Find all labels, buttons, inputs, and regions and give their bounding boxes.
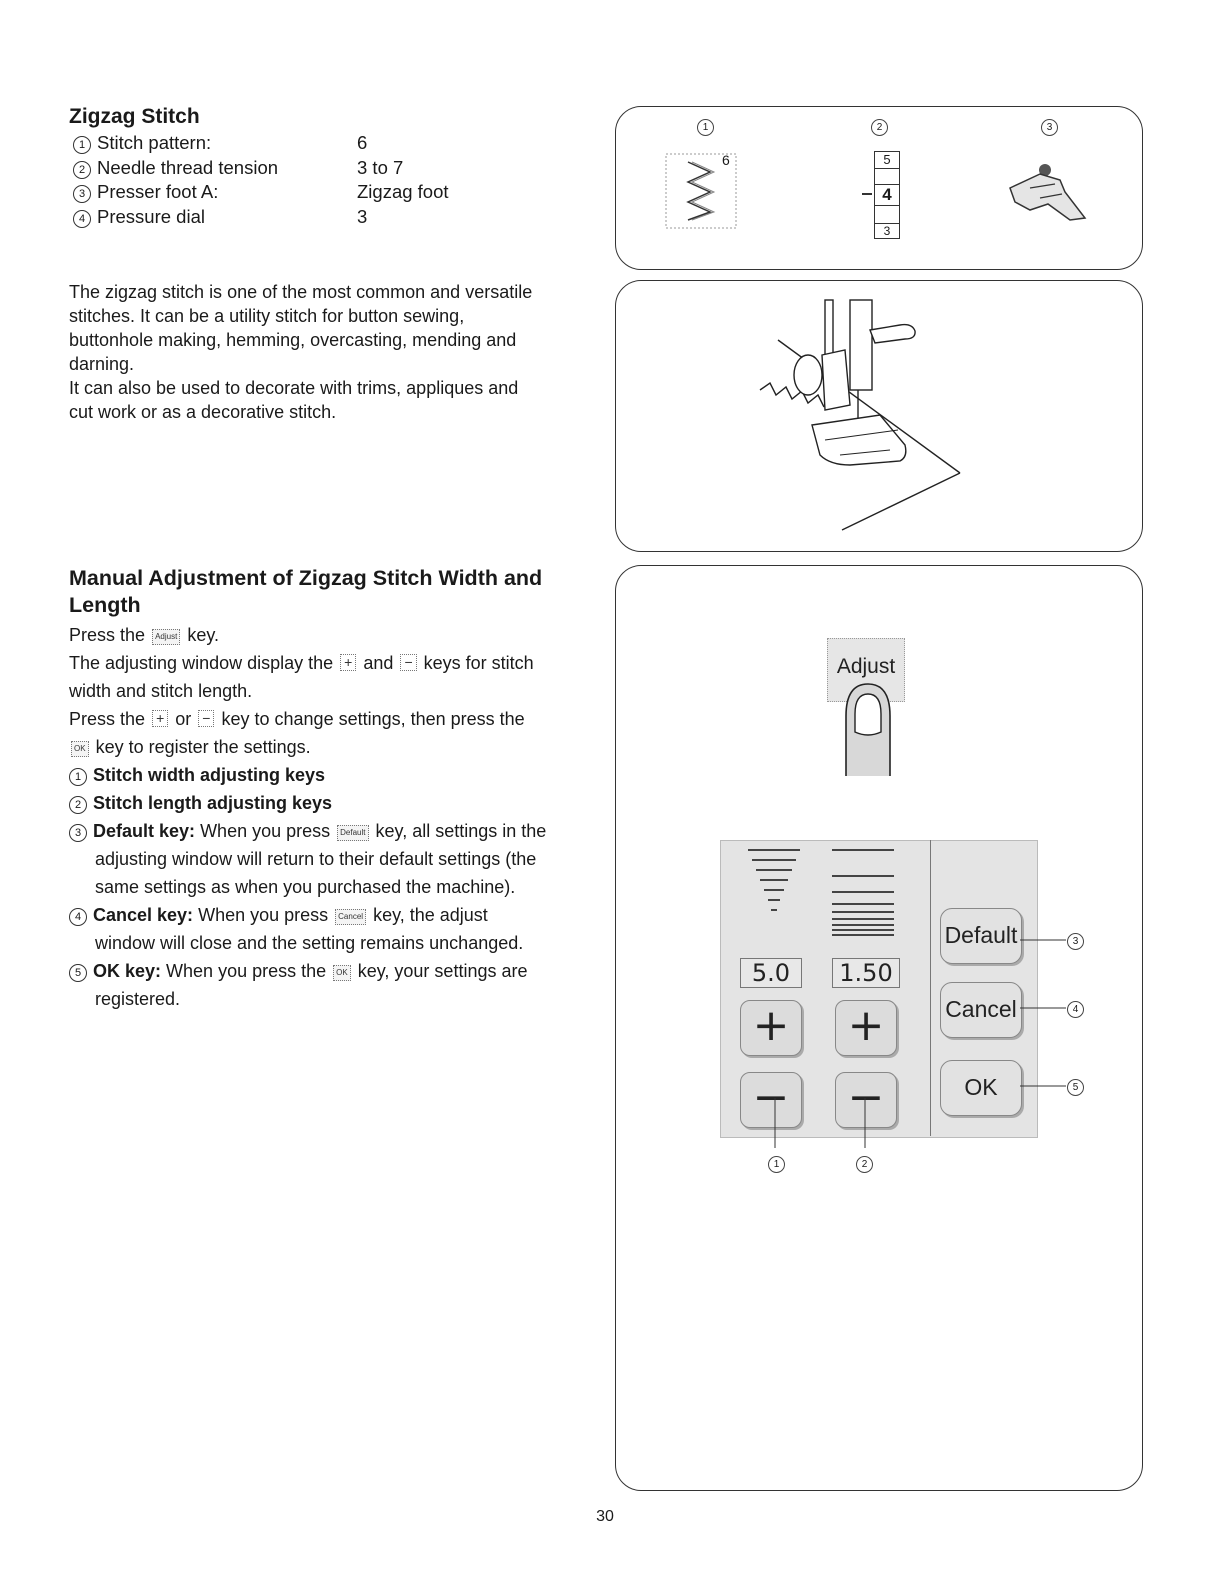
section-title-manual-adjustment: Manual Adjustment of Zigzag Stitch Width and Length xyxy=(69,566,543,617)
width-value-display: 5.0 xyxy=(740,958,802,988)
zigzag-description: The zigzag stitch is one of the most common and versatile stitches. It can be a utility stitch for button sewing, buttonhole making, hemming, overcasting, mending and darning. It can also be used to decorate with trims, appliques and cut work or as a decorative stitch. xyxy=(69,282,533,422)
list-item-continuation: registered. xyxy=(95,989,181,1009)
callout-ok: 5 xyxy=(1067,1078,1084,1096)
callout-width: 1 xyxy=(768,1155,785,1173)
callout-length: 2 xyxy=(856,1155,873,1173)
width-plus-button[interactable]: + xyxy=(740,1000,802,1056)
callout-cancel: 4 xyxy=(1067,1000,1084,1018)
spec-values xyxy=(357,131,449,229)
ok-key-icon: OK xyxy=(333,965,351,981)
instruction-line: Press the + or − key to change settings, then press the xyxy=(69,709,525,729)
spec-row: 4 Pressure dial xyxy=(73,205,278,230)
sewing-machine-foot-illustration xyxy=(730,295,990,540)
length-value-display: 1.50 xyxy=(832,958,900,988)
tension-dial-icon: 5 4 3 xyxy=(874,151,900,239)
ok-key-icon: OK xyxy=(71,741,89,757)
list-item-continuation: adjusting window will return to their default settings (the xyxy=(95,849,537,869)
spec-row: 1 Stitch pattern: xyxy=(73,131,278,156)
page-number: 30 xyxy=(596,1508,614,1525)
minus-key-icon: − xyxy=(198,710,214,727)
list-item-cancel-key: 4 Cancel key: When you press Cancel key, the adjust xyxy=(69,901,488,929)
spec-list xyxy=(73,131,278,229)
list-item-ok-key: 5 OK key: When you press the OK key, your settings are xyxy=(69,957,527,985)
spec-row: 3 Presser foot A: xyxy=(73,180,278,205)
adjust-key[interactable]: Adjust xyxy=(827,638,905,702)
pattern-number: 6 xyxy=(722,152,730,168)
instruction-line: Press the Adjust key. xyxy=(69,625,219,645)
minus-key-icon: − xyxy=(400,654,416,671)
figure-callout: 3 xyxy=(1041,118,1058,136)
length-plus-button[interactable]: + xyxy=(835,1000,897,1056)
length-minus-button[interactable]: − xyxy=(835,1072,897,1128)
figure-callout: 1 xyxy=(697,118,714,136)
dial-marker xyxy=(862,193,872,195)
instruction-line: width and stitch length. xyxy=(69,681,253,701)
cancel-key-icon: Cancel xyxy=(335,909,366,925)
list-item-length-keys: 2 Stitch length adjusting keys xyxy=(69,789,332,817)
width-minus-button[interactable]: − xyxy=(740,1072,802,1128)
section-title-zigzag: Zigzag Stitch xyxy=(69,105,200,128)
instruction-line: OK key to register the settings. xyxy=(69,733,311,761)
zigzag-pattern-icon xyxy=(662,150,742,230)
list-item-continuation: window will close and the setting remains unchanged. xyxy=(95,933,524,953)
ok-button[interactable]: OK xyxy=(940,1060,1022,1116)
spec-row: 2 Needle thread tension xyxy=(73,156,278,181)
cancel-button[interactable]: Cancel xyxy=(940,982,1022,1038)
default-key-icon: Default xyxy=(337,825,368,841)
adjust-key-icon: Adjust xyxy=(152,629,180,645)
plus-key-icon: + xyxy=(340,654,356,671)
spec-value: Zigzag foot xyxy=(357,181,449,202)
plus-key-icon: + xyxy=(152,710,168,727)
spec-value: 3 xyxy=(357,205,368,227)
spec-value: 3 to 7 xyxy=(357,156,404,178)
list-item-continuation: same settings as when you purchased the machine). xyxy=(95,877,516,897)
instruction-line: The adjusting window display the + and − keys for stitch xyxy=(69,653,534,673)
default-button[interactable]: Default xyxy=(940,908,1022,964)
presser-foot-icon xyxy=(990,158,1090,228)
callout-default: 3 xyxy=(1067,932,1084,950)
list-item-default-key: 3 Default key: When you press Default key, all settings in the xyxy=(69,817,546,845)
spec-value: 6 xyxy=(357,132,368,153)
callout-leader-lines xyxy=(720,900,1100,1180)
pointing-finger-icon xyxy=(838,676,898,776)
list-item-width-keys: 1 Stitch width adjusting keys xyxy=(69,761,325,789)
figure-callout: 2 xyxy=(871,118,888,136)
